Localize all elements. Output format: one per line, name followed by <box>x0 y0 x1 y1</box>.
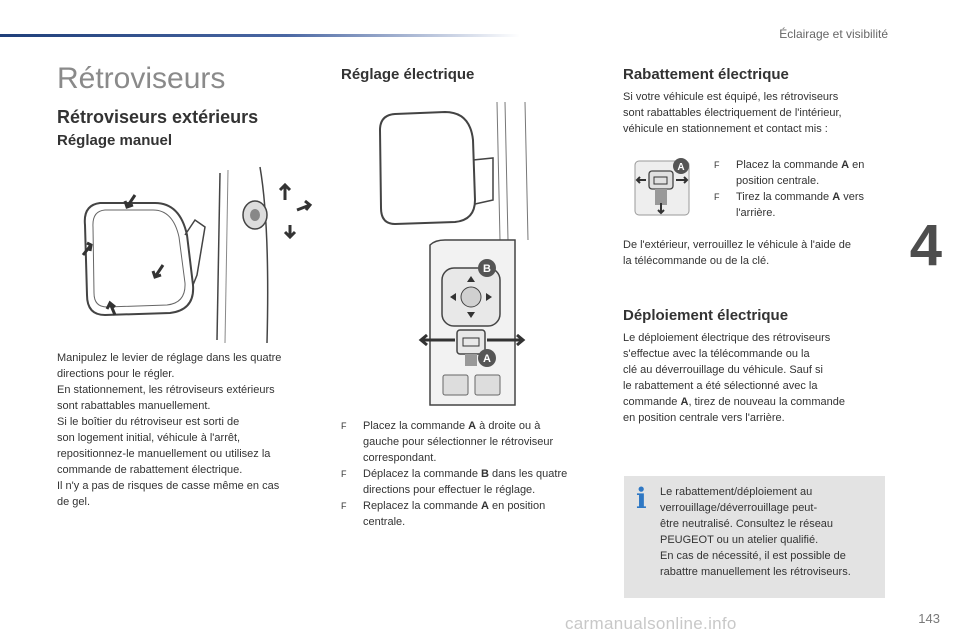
list-item: F Tirez la commande A vers l'arrière. <box>714 191 864 219</box>
bullet-marker: F <box>341 421 347 431</box>
info-icon: i <box>636 482 647 515</box>
list-item: F Déplacez la commande B dans les quatre directions pour effectuer le réglage. <box>341 468 568 496</box>
list-item: F Placez la commande A en position centrale. <box>714 159 865 187</box>
page-number: 143 <box>918 611 940 626</box>
heading-electric-folding: Rabattement électrique <box>623 66 789 83</box>
bullet-marker: F <box>714 192 720 202</box>
label-a: A <box>677 162 685 173</box>
folding-steps <box>714 157 889 221</box>
heading-electric-adjustment: Réglage électrique <box>341 66 475 83</box>
label-b: B <box>483 263 491 275</box>
electric-control-drawing <box>375 100 535 410</box>
fold-switch-illustration <box>633 157 693 217</box>
folding-intro-text: Si votre véhicule est équipé, les rétroviseurs sont rabattables électriquement de l'intérieur, véhicule en stationnement et contact mis : <box>623 91 842 135</box>
header-bar <box>0 34 520 37</box>
list-item: F Placez la commande A à droite ou à gauche pour sélectionner le rétroviseur correspondant. <box>341 420 554 464</box>
info-box <box>624 476 885 598</box>
subheading-manual-adjustment: Réglage manuel <box>57 132 173 149</box>
lock-outside-text: De l'extérieur, verrouillez le véhicule à l'aide de la télécommande ou de la clé. <box>623 239 851 267</box>
manual-adjustment-text: Manipulez le levier de réglage dans les quatre directions pour le régler. En stationnement, les rétroviseurs extérieurs sont rabattables manuellement. Si le boîtier du rétroviseur est sorti de son logement initial, véhicule à l'arrêt, repositionnez-le manuellement ou utilisez la commande de rabattement électrique. Il n'y a pas de risques de casse même en cas de gel. <box>57 352 282 508</box>
bullet-marker: F <box>341 469 347 479</box>
electric-adjustment-steps <box>341 418 601 530</box>
bullet-marker: F <box>341 501 347 511</box>
electric-control-illustration <box>375 100 535 410</box>
chapter-number: 4 <box>909 213 942 278</box>
list-item: F Replacez la commande A en position centrale. <box>341 500 546 528</box>
info-text: Le rabattement/déploiement au verrouillage/déverrouillage peut- être neutralisé. Consultez le réseau PEUGEOT ou un atelier qualifié. En cas de nécessité, il est possible de rabattre manuellement les rétroviseurs. <box>660 486 851 578</box>
bullet-marker: F <box>714 160 720 170</box>
manual-mirror-illustration <box>75 165 315 345</box>
page-title: Rétroviseurs <box>57 62 226 95</box>
fold-switch-drawing <box>633 157 693 217</box>
deployment-text: Le déploiement électrique des rétroviseurs s'effectue avec la télécommande ou la clé au déverrouillage du véhicule. Sauf si le rabattement a été sélectionné avec la commande A, tirez de nouveau la commande en position centrale vers l'arrière. <box>623 332 845 424</box>
manual-mirror-drawing <box>75 165 315 345</box>
watermark: carmanualsonline.info <box>565 614 737 633</box>
label-a: A <box>483 353 491 365</box>
heading-electric-deployment: Déploiement électrique <box>623 307 789 324</box>
section-label: Éclairage et visibilité <box>779 27 888 41</box>
section-heading-exterior-mirrors: Rétroviseurs extérieurs <box>57 107 259 127</box>
